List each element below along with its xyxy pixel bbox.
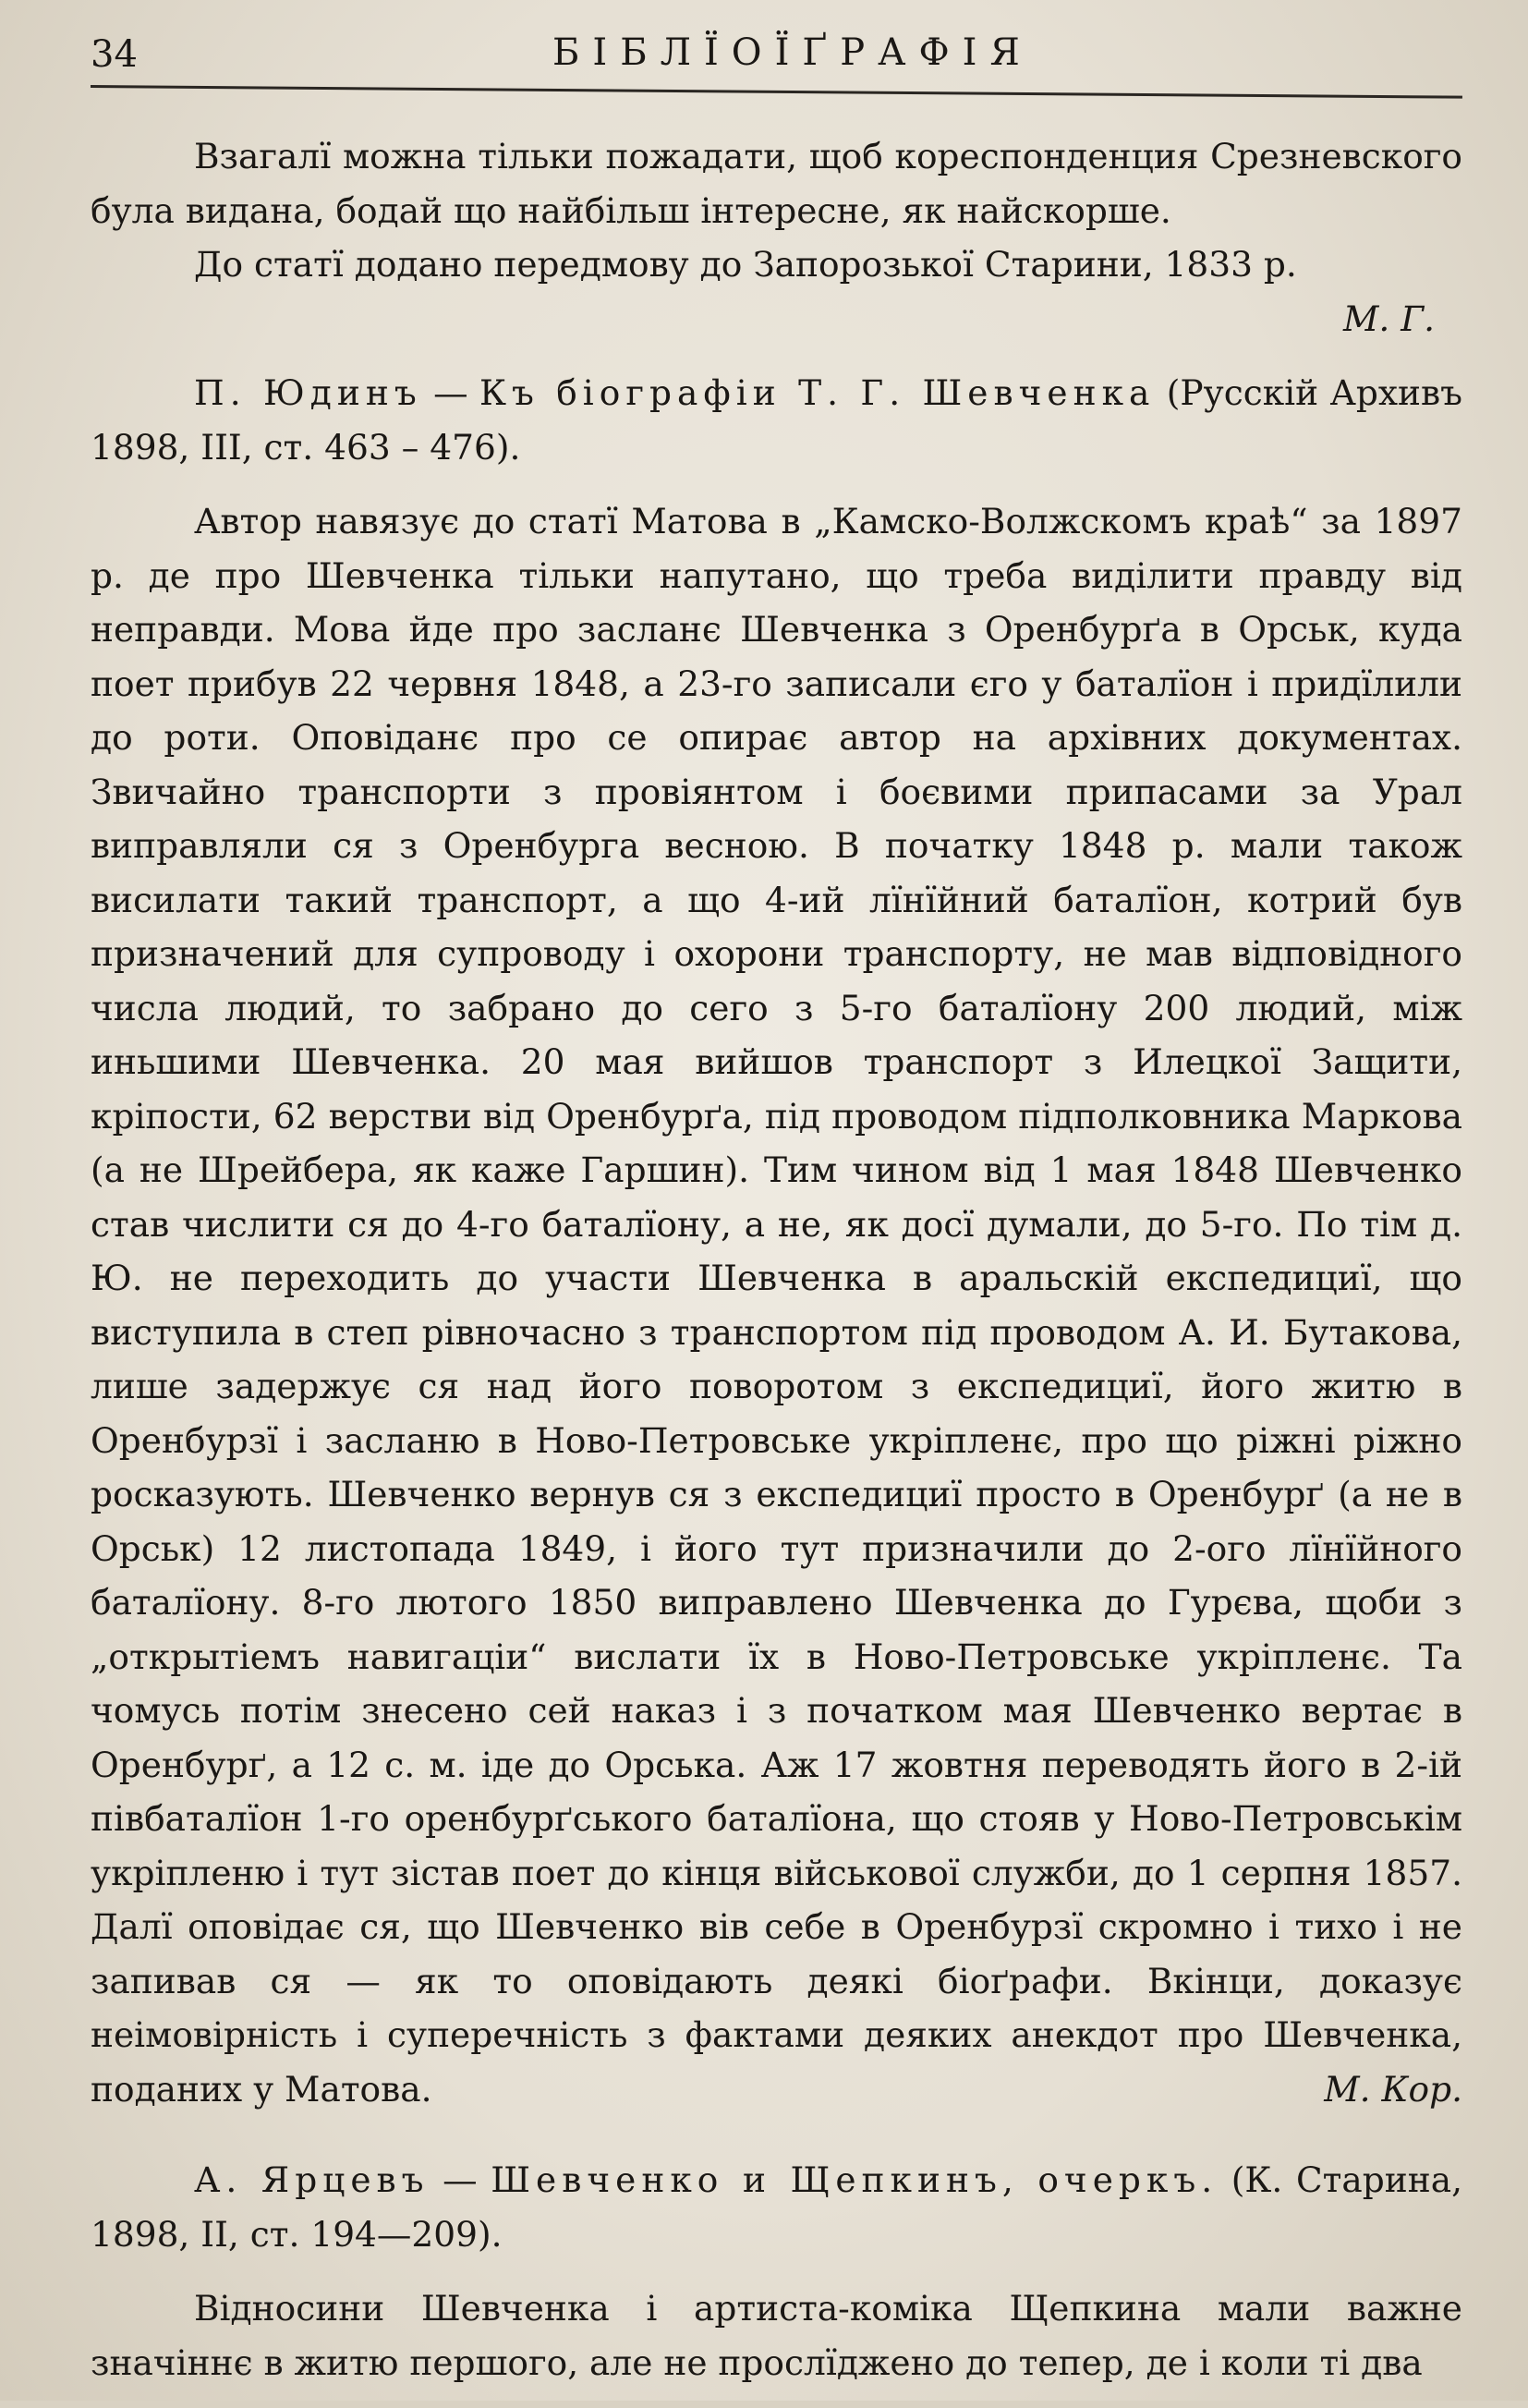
entry-1-review bbox=[91, 494, 1462, 2116]
entry-2-title: Шевченко и Щепкинъ, очеркъ. bbox=[491, 2159, 1219, 2200]
entry-1-body: Автор навязує до статї Матова в „Камско-Волжскомъ краѣ“ за 1897 р. де про Шевченка тільки напутано, що треба виділити правду від неправди. Мова йде про засланє Шевченка з Оренбурґа в Орськ, куда поет прибув 22 червня 1848, а 23-го записали єго у баталїон і придїлили до роти. Оповіданє про се опирає автор на архівних документах. Звичайно транспорти з провіянтом і боєвими припасами за Урал виправляли ся з Оренбурга весною. В початку 1848 р. мали також висилати такий транспорт, а що 4-ий лїнїйний баталїон, котрий був призначений для супроводу і охорони транспорту, не мав відповідного числа людий, то забрано до сего з 5-го баталїону 200 людий, між иньшими Шевченка. 20 мая вийшов транспорт з Илецкої Защити, кріпости, 62 верстви від Оренбурґа, під проводом підполковника Маркова (а не Шрейбера, як каже Гаршин). Тим чином від 1 мая 1848 Шевченко став числити ся до 4-го баталїону, а не, як досї думали, до 5-го. По тім д. Ю. не переходить до участи Шевченка в аральскій експедициї, що виступила в степ рівночасно з транспортом під проводом А. И. Бутакова, лише задержує ся над його поворотом з експедициї, його житю в Оренбурзї і засланю в Ново-Петровське укріпленє, про що ріжні ріжно росказують. Шевченко вернув ся з експедициї просто в Оренбурґ (а не в Орськ) 12 листопада 1849, і його тут призначили до 2-ого лїнїйного баталїону. 8-го лютого 1850 виправлено Шевченка до Гурєва, щоби з „открытіемъ навигаціи“ вислати їх в Ново-Петровське укріпленє. Та чомусь потім знесено сей наказ і з початком мая Шевченко вертає в Оренбурґ, а 12 с. м. іде до Орська. Аж 17 жовтня переводять його в 2-ій півбаталїон 1-го оренбурґського баталїона, що стояв у Ново-Петровськім укріпленю і тут зістав поет до кінця військової служби, до 1 серпня 1857. Далї оповідає ся, що Шевченко вів себе в Оренбурзї скромно і тихо і не запивав ся — як то оповідають деякі біоґрафи. Вкінци, доказує неімовірність і суперечність з фактами деяких анекдот про Шевченка, поданих у Матова. bbox=[91, 501, 1462, 2110]
entry-1-source: (Русскій Архивъ 1898, III, ст. 463 – 476). bbox=[91, 372, 1463, 468]
entry-1-dash: — bbox=[421, 372, 479, 413]
entry-1-title: Къ біографіи Т. Г. Шевченка bbox=[479, 372, 1156, 413]
page-number: 34 bbox=[91, 33, 138, 76]
entry-1-heading bbox=[91, 366, 1462, 474]
entry-2-author: А. Ярцевъ bbox=[194, 2159, 430, 2200]
header-rule bbox=[91, 85, 1462, 99]
entry-2-heading bbox=[91, 2153, 1462, 2261]
intro-signature: М. Г. bbox=[1343, 298, 1435, 339]
entry-1-signature: М. Кор. bbox=[1324, 2068, 1462, 2110]
page-header bbox=[91, 28, 1449, 83]
body-text bbox=[91, 129, 1462, 2408]
running-title: БІБЛЇОЇҐРАФІЯ bbox=[552, 31, 1033, 74]
entry-2-review: Відносини Шевченка і артиста-коміка Щепкина мали важне значіннє в житю першого, але не прослїджено до тепер, де і коли ті два bbox=[91, 2288, 1462, 2383]
entry-2-source: (К. Старина, 1898, II, ст. 194—209). bbox=[91, 2159, 1463, 2255]
intro-paragraph-1: Взагалї можна тільки пожадати, щоб кореспонденция Срезневского була видана, бодай що найбільш інтересне, як найскорше. bbox=[91, 136, 1462, 231]
intro-paragraph-2: До статї додано передмову до Запорозької Старини, 1833 р. bbox=[194, 244, 1297, 285]
entry-1-author: П. Юдинъ bbox=[194, 372, 422, 413]
entry-2-dash: — bbox=[429, 2159, 491, 2200]
section-gap bbox=[91, 2134, 1462, 2153]
